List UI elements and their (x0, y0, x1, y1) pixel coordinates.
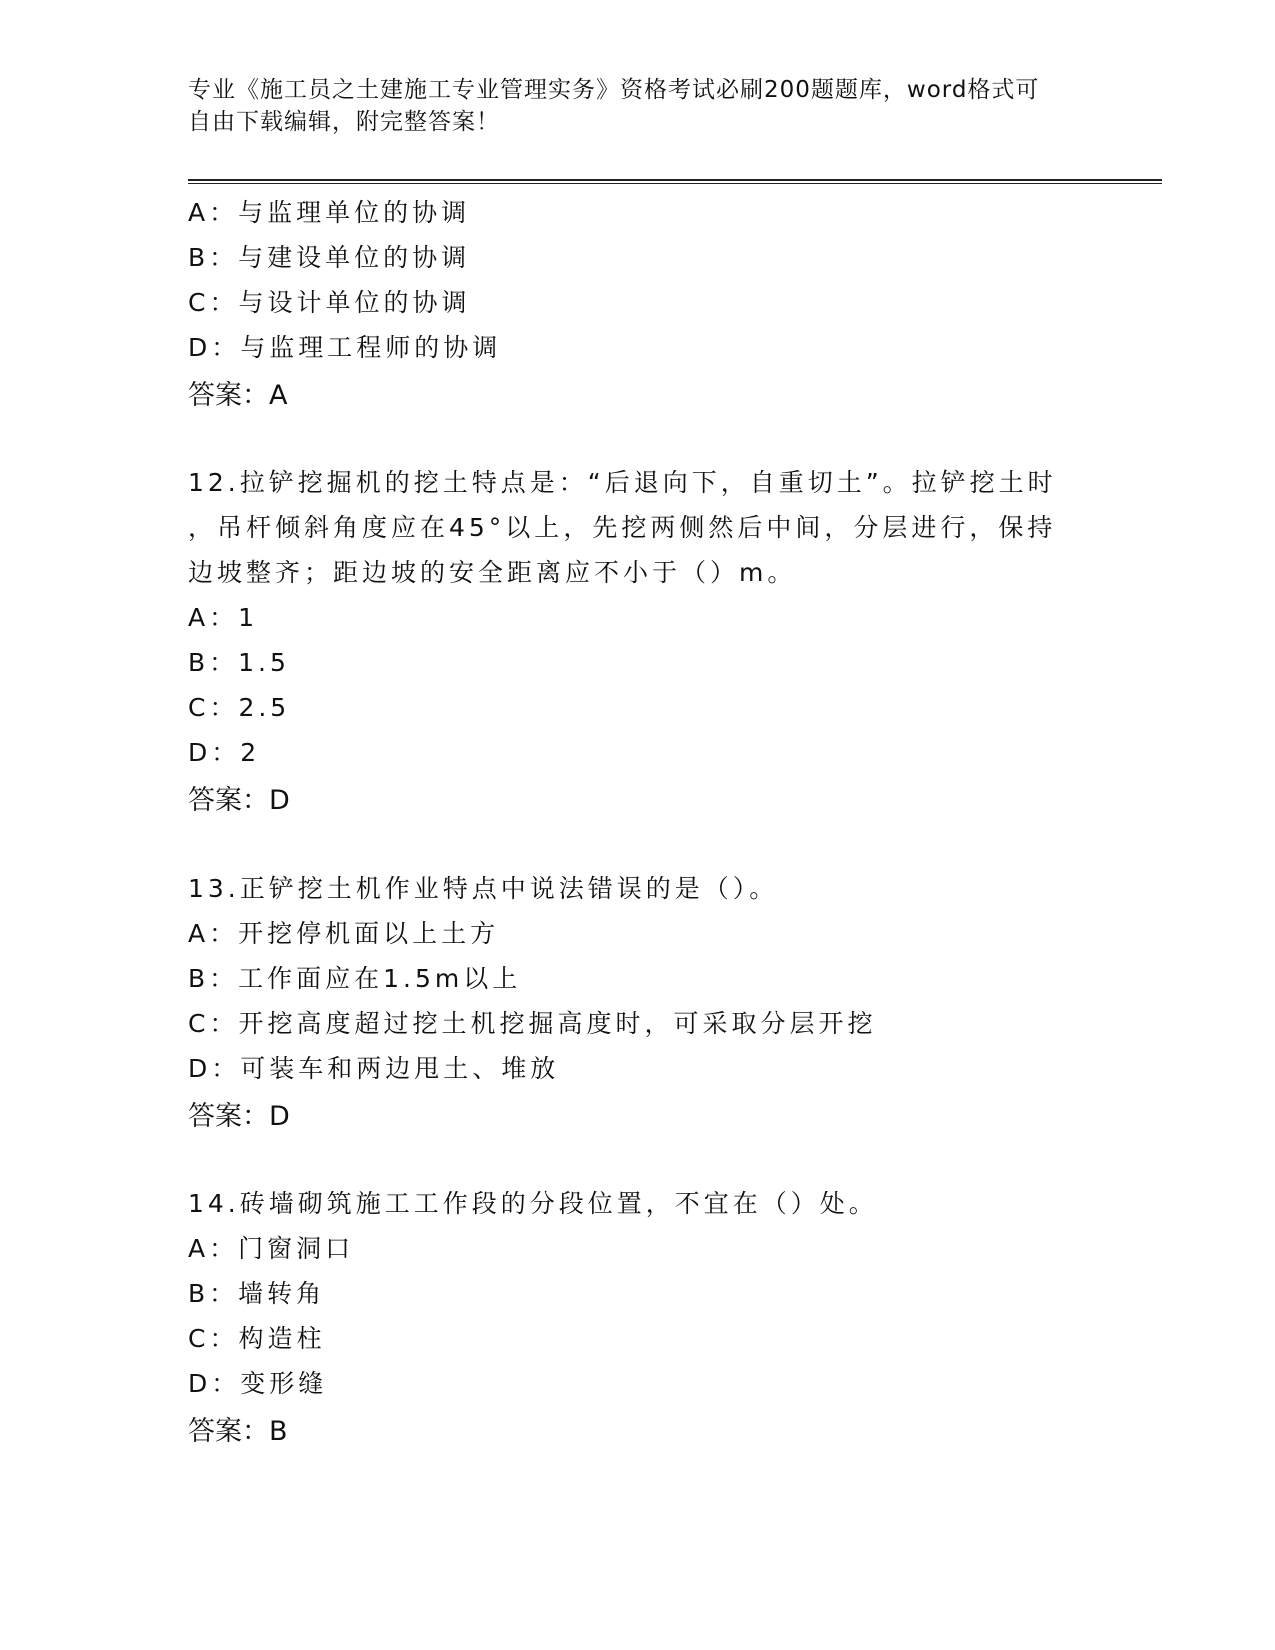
q14-stem: 14.砖墙砌筑施工工作段的分段位置，不宜在（）处。 (188, 1189, 878, 1218)
q11-option-c: C：与设计单位的协调 (188, 288, 471, 317)
header-line-1: 专业《施工员之土建施工专业管理实务》资格考试必刷200题题库，word格式可 (188, 77, 1040, 103)
document-header (188, 74, 1088, 138)
header-divider-thin (188, 183, 1162, 184)
q14-answer: 答案：B (188, 1416, 288, 1447)
q13-option-d: D：可装车和两边甩土、堆放 (188, 1054, 560, 1083)
q12-option-a: A：1 (188, 603, 259, 632)
header-divider (188, 179, 1162, 181)
q14-option-d: D：变形缝 (188, 1369, 328, 1398)
q12-option-b: B：1.5 (188, 648, 290, 677)
q14-option-b: B：墙转角 (188, 1279, 326, 1308)
q12-stem-line-2: ，吊杆倾斜角度应在45°以上，先挖两侧然后中间，分层进行，保持 (188, 513, 1057, 542)
q12-option-c: C：2.5 (188, 693, 291, 722)
q13-option-a: A：开挖停机面以上土方 (188, 919, 500, 948)
q14-option-a: A：门窗洞口 (188, 1234, 355, 1263)
q12-stem-line-3: 边坡整齐；距边坡的安全距离应不小于（）m。 (188, 558, 797, 587)
q14-option-c: C：构造柱 (188, 1324, 326, 1353)
q11-option-b: B：与建设单位的协调 (188, 243, 471, 272)
q11-answer: 答案：A (188, 380, 288, 411)
q12-answer: 答案：D (188, 785, 290, 816)
q11-option-d: D：与监理工程师的协调 (188, 333, 502, 362)
q13-stem: 13.正铲挖土机作业特点中说法错误的是（）。 (188, 874, 779, 903)
q12-stem-line-1: 12.拉铲挖掘机的挖土特点是：“后退向下，自重切土”。拉铲挖土时 (188, 468, 1057, 497)
header-line-2: 自由下载编辑，附完整答案！ (188, 109, 500, 135)
q12-option-d: D：2 (188, 738, 261, 767)
q13-answer: 答案：D (188, 1101, 290, 1132)
q13-option-b: B：工作面应在1.5m以上 (188, 964, 522, 993)
q13-option-c: C：开挖高度超过挖土机挖掘高度时，可采取分层开挖 (188, 1009, 877, 1038)
q11-option-a: A：与监理单位的协调 (188, 198, 471, 227)
